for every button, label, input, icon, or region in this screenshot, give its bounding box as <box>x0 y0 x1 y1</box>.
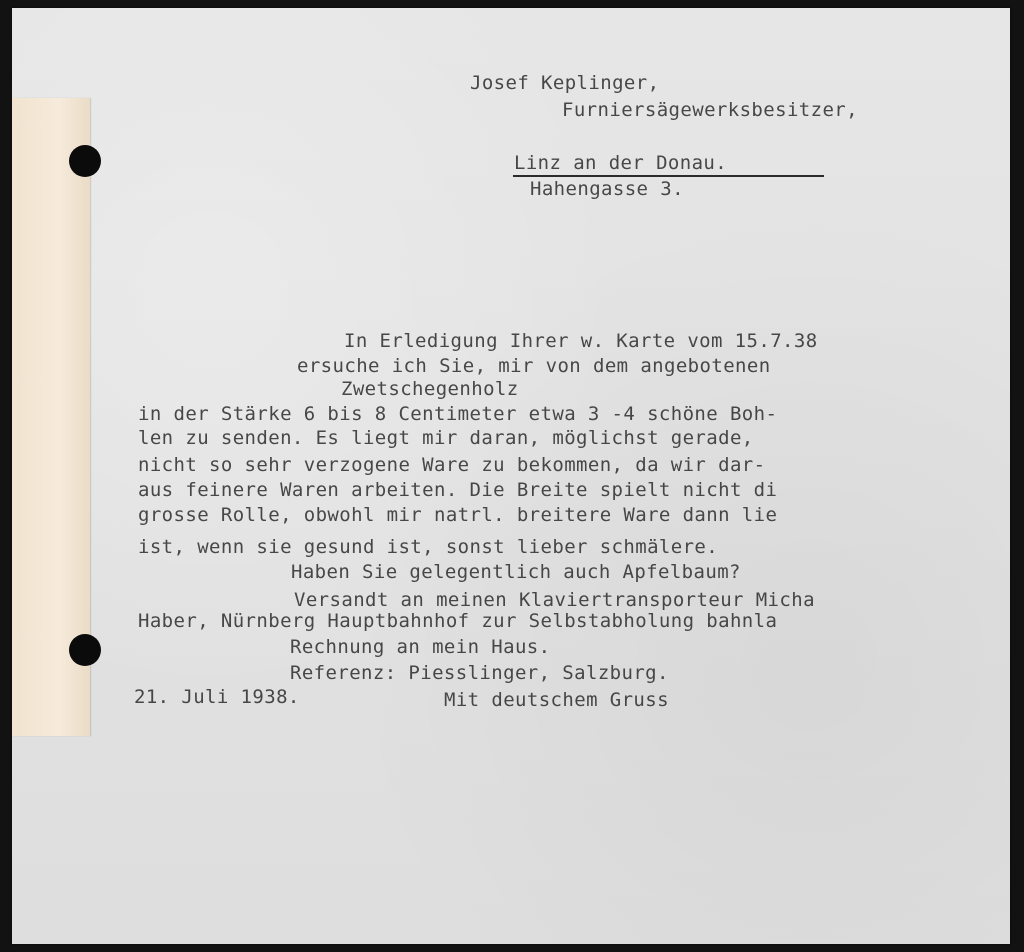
body-line: Haber, Nürnberg Hauptbahnhof zur Selbstabholung bahnla <box>138 610 778 632</box>
body-line: Rechnung an mein Haus. <box>290 636 551 658</box>
body-line: nicht so sehr verzogene Ware zu bekommen, da wir dar- <box>138 454 766 476</box>
body-line: Versandt an meinen Klaviertransporteur Micha <box>294 589 815 611</box>
body-line: aus feinere Waren arbeiten. Die Breite spielt nicht di <box>138 479 778 501</box>
paper-sheet <box>12 8 1010 944</box>
body-line: grosse Rolle, obwohl mir natrl. breitere Ware dann lie <box>138 504 778 526</box>
closing-greeting: Mit deutschem Gruss <box>444 689 669 711</box>
body-line: ist, wenn sie gesund ist, sonst lieber schmälere. <box>138 536 719 558</box>
letterhead-street: Hahengasse 3. <box>530 178 684 200</box>
body-line: Haben Sie gelegentlich auch Apfelbaum? <box>291 561 741 583</box>
punch-hole-bottom <box>69 634 101 666</box>
letter-date: 21. Juli 1938. <box>134 686 300 708</box>
body-line: ersuche ich Sie, mir von dem angebotenen <box>297 355 771 377</box>
letterhead-city: Linz an der Donau. <box>514 152 728 174</box>
body-line: len zu senden. Es liegt mir daran, möglichst gerade, <box>138 427 754 449</box>
body-line: Referenz: Piesslinger, Salzburg. <box>290 662 669 684</box>
letterhead-occupation: Furniersägewerksbesitzer, <box>562 99 858 121</box>
letterhead-name: Josef Keplinger, <box>470 72 660 94</box>
body-line: Zwetschegenholz <box>341 378 519 400</box>
body-line: In Erledigung Ihrer w. Karte vom 15.7.38 <box>344 330 818 352</box>
punch-hole-top <box>69 145 101 177</box>
city-underline <box>513 175 824 177</box>
body-line: in der Stärke 6 bis 8 Centimeter etwa 3 -4 schöne Boh- <box>138 403 778 425</box>
